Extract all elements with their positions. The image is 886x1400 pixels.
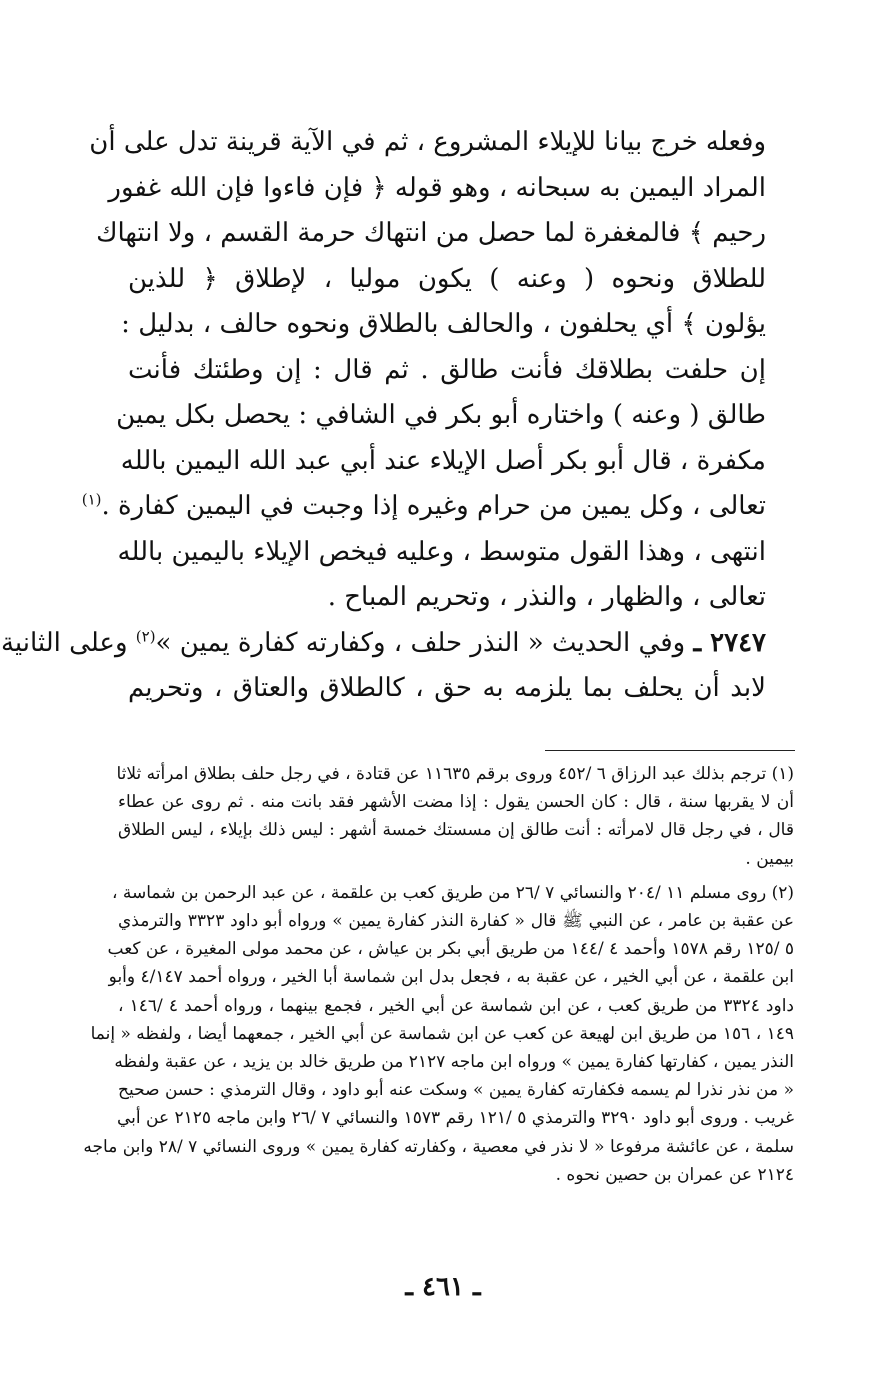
text-line: المراد اليمين به سبحانه ، وهو قوله ﴿ فإن فاءوا فإن الله غفور	[108, 172, 766, 203]
page-number: ـ ٤٦١ ـ	[405, 1272, 481, 1302]
footnote-line: غريب . وروى أبو داود ٣٢٩٠ والترمذي ٥ /١٢١ رقم ١٥٧٣ والنسائي ٧ /٢٦ وابن ماجه ٢١٢٥ عن أبي	[117, 1108, 794, 1129]
footnote-line: ٥ /١٢٥ رقم ١٥٧٨ وأحمد ٤ /١٤٤ من طريق أبي بكر بن عياش ، عن محمد مولى المغيرة ، عن كعب	[107, 939, 794, 960]
text-line: لابد أن يحلف بما يلزمه به حق ، كالطلاق والعتاق ، وتحريم	[128, 673, 766, 703]
text-line: للطلاق ونحوه ( وعنه ) يكون موليا ، لإطلاق ﴿ للذين	[128, 263, 766, 294]
footnote-line: (١) ترجم بذلك عبد الرزاق ٦ /٤٥٢ وروى برقم ١١٦٣٥ عن قتادة ، في رجل حلف بطلاق امرأته ثلاثا	[116, 764, 794, 784]
footnote-1	[118, 760, 794, 873]
text-line: مكفرة ، قال أبو بكر أصل الإيلاء عند أبي عبد الله اليمين بالله	[120, 445, 766, 476]
text-line: طالق ( وعنه ) واختاره أبو بكر في الشافي : يحصل بكل يمين	[116, 400, 766, 430]
footnote-line: ٢١٢٤ عن عمران بن حصين نحوه .	[555, 1164, 794, 1185]
footnote-line: « من نذر نذرا لم يسمه فكفارته كفارة يمين » وسكت عنه أبو داود ، وقال الترمذي : حسن صحيح	[118, 1080, 794, 1101]
main-text	[0, 120, 766, 712]
footnote-line: ابن علقمة ، عن أبي الخير ، عن عقبة به ، فجعل بدل ابن شماسة أبا الخير ، ورواه أحمد ٤/١٤٧ وأبو	[108, 967, 794, 988]
footnote-line: سلمة ، عن عائشة مرفوعا « لا نذر في معصية ، وكفارته كفارة يمين » وروى النسائي ٧ /٢٨ وابن ماجه	[83, 1136, 794, 1157]
text-line-numbered	[0, 621, 766, 667]
text-line: تعالى ، والظهار ، والنذر ، وتحريم المباح .	[327, 582, 766, 612]
footnote-line: داود ٣٣٢٤ من طريق كعب ، عن ابن شماسة عن أبي الخير ، فجمع بينهما ، ورواه أحمد ٤ /١٤٦ ،	[118, 995, 795, 1016]
footnote-line: (٢) روى مسلم ١١ /٢٠٤ والنسائي ٧ /٢٦ من طريق كعب بن علقمة ، عن عبد الرحمن بن شماسة ،	[111, 882, 794, 903]
text-line: انتهى ، وهذا القول متوسط ، وعليه فيخص الإيلاء باليمين بالله	[117, 536, 766, 567]
text-line-with-footnote	[81, 484, 766, 530]
text-line: تعالى ، وكل يمين من حرام وغيره إذا وجبت في اليمين كفارة .	[101, 491, 766, 521]
footnote-line: أن لا يقربها سنة ، قال : كان الحسن يقول : إذا مضت الأشهر فقد بانت منه . ثم روى عن عطاء	[118, 792, 794, 813]
footnote-line: بيمين .	[745, 848, 794, 869]
text-line-tail: وعلى الثانية	[0, 627, 128, 658]
footnote-divider	[545, 750, 795, 751]
footnote-ref-2: (٢)	[135, 626, 156, 645]
item-number: ٢٧٤٧ ـ	[693, 627, 766, 658]
text-line: وفي الحديث « النذر حلف ، وكفارته كفارة يمين »	[155, 627, 686, 658]
footnotes	[83, 760, 795, 1195]
paragraph-1	[81, 120, 766, 621]
footnote-line: قال ، في رجل قال لامرأته : أنت طالق إن مسستك خمسة أشهر : ليس ذلك بإيلاء ، ليس الطلاق	[118, 820, 794, 841]
footnote-ref-1: (١)	[81, 490, 102, 509]
text-line: رحيم ﴾ فالمغفرة لما حصل من انتهاك حرمة القسم ، ولا انتهاك	[96, 218, 766, 248]
footnote-line: ١٤٩ ، ١٥٦ من طريق ابن لهيعة عن كعب عن ابن شماسة عن أبي الخير ، جمعهما أيضا ، ولفظه « إنما	[90, 1023, 794, 1044]
footnote-line: عن عقبة بن عامر ، عن النبي ﷺ قال « كفارة النذر كفارة يمين » ورواه أبو داود ٣٣٢٣ والترمذي	[118, 911, 794, 932]
footnote-line: النذر يمين ، كفارتها كفارة يمين » ورواه ابن ماجه ٢١٢٧ من طريق خالد بن يزيد ، عن عقبة ولفظه	[114, 1052, 794, 1073]
text-line: وفعله خرج بيانا للإيلاء المشروع ، ثم في الآية قرينة تدل على أن	[89, 127, 766, 157]
footnote-2	[83, 879, 795, 1189]
text-line: يؤلون ﴾ أي يحلفون ، والحالف بالطلاق ونحوه حالف ، بدليل :	[121, 309, 766, 339]
paragraph-2747	[0, 621, 766, 712]
text-line: إن حلفت بطلاقك فأنت طالق . ثم قال : إن وطئتك فأنت	[128, 354, 766, 385]
